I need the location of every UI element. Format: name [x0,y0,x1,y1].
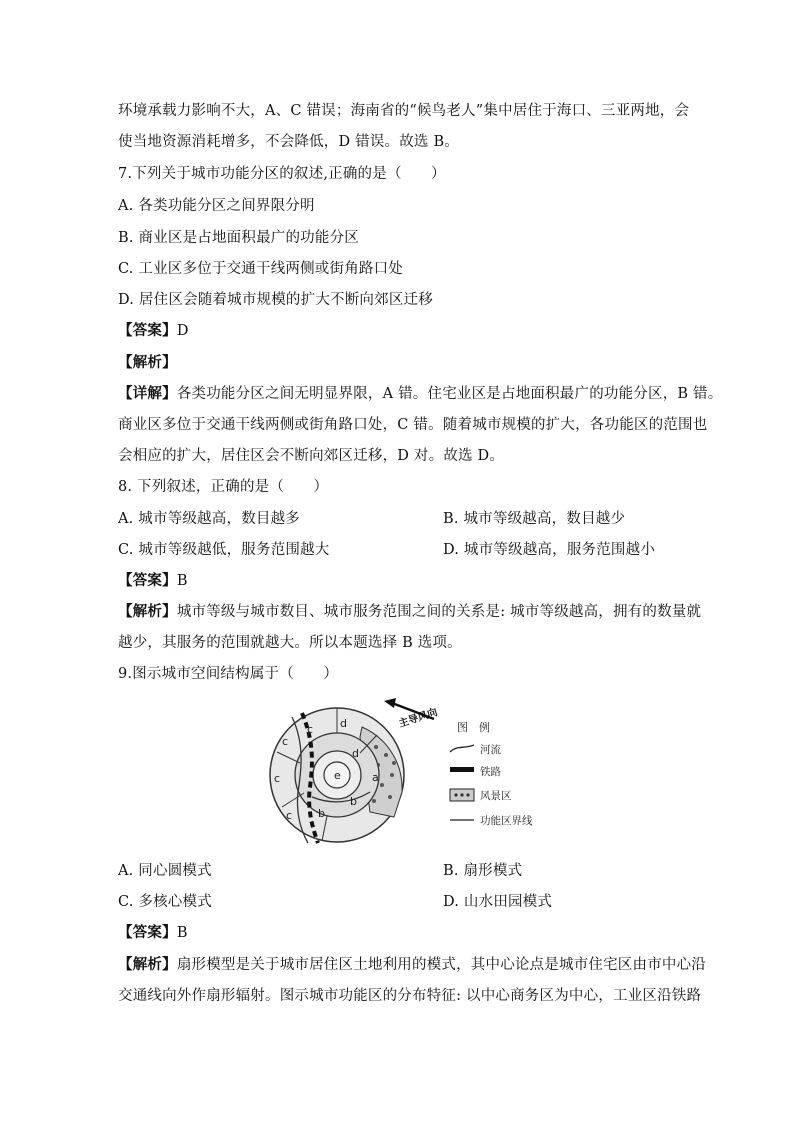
answer-value: D [176,323,189,339]
question-8-option-d: D. 城市等级越高，服务范围越小 [443,542,656,558]
question-7-answer [118,321,189,341]
question-8-option-b: B. 城市等级越高，数目越少 [443,511,626,527]
analysis-tag: 【解析】 [118,354,177,371]
detail-tag: 【详解】 [118,385,177,402]
question-7-option-d: D. 居住区会随着城市规模的扩大不断向郊区迁移 [118,292,433,308]
question-9-stem: 9.图示城市空间结构属于（ ） [118,666,339,682]
analysis-text: 扇形模型是关于城市居住区土地利用的模式，其中心论点是城市住宅区由市中心沿 [176,957,707,973]
question-7-option-c: C. 工业区多位于交通干线两侧或街角路口处 [118,261,403,277]
detail-text: 商业区多位于交通干线两侧或街角路口处，C 错。随着城市规模的扩大，各功能区的范围也 [118,417,708,433]
answer-value: B [176,573,188,589]
question-9-option-d: D. 山水田园模式 [443,894,553,910]
question-9-option-b: B. 扇形模式 [443,863,523,879]
zone-label: e [334,769,341,782]
analysis-tag: 【解析】 [118,603,177,620]
legend-boundary: 功能区界线 [480,815,533,827]
question-8-answer [118,571,188,591]
answer-value: B [176,925,188,941]
legend-title: 图 例 [457,721,490,734]
zone-label: c [274,772,281,785]
answer-tag: 【答案】 [118,924,177,941]
question-9-analysis [118,955,706,975]
analysis-text: 越少，其服务的范围就越大。所以本题选择 B 选项。 [118,635,462,651]
question-7-option-a: A. 各类功能分区之间界限分明 [118,198,315,214]
wind-label: 主导风向 [397,707,439,730]
question-7-analysis-tag [118,353,177,373]
zone-label: b [350,795,357,808]
analysis-text: 城市等级与城市数目、城市服务范围之间的关系是: 城市等级越高，拥有的数量就 [176,604,702,620]
zone-label: c [282,735,289,748]
question-8-option-a: A. 城市等级越高，数目越多 [118,511,300,527]
city-structure-figure [252,697,582,847]
legend-river: 河流 [480,744,501,756]
zone-label: c [307,723,314,736]
question-9-option-a: A. 同心圆模式 [118,863,212,879]
question-9-option-c: C. 多核心模式 [118,894,212,910]
legend-scenic: 风景区 [480,790,512,802]
detail-text: 各类功能分区之间无明显界限，A 错。住宅业区是占地面积最广的功能分区，B 错。 [176,386,723,402]
question-8-analysis [118,602,701,622]
legend-railway: 铁路 [480,766,501,778]
analysis-tag: 【解析】 [118,956,177,973]
analysis-text: 交通线向外作扇形辐射。图示城市功能区的分布特征: 以中心商务区为中心，工业区沿铁路 [118,988,702,1004]
zone-label: b [318,807,325,820]
zone-label: c [286,809,293,822]
zone-label: a [372,771,379,784]
question-7-stem: 7.下列关于城市功能分区的叙述,正确的是（ ） [118,166,446,182]
question-7-detail [118,384,722,404]
text-line: 使当地资源消耗增多，不会降低，D 错误。故选 B。 [118,134,459,150]
answer-tag: 【答案】 [118,322,177,339]
question-8-stem: 8. 下列叙述，正确的是（ ） [118,479,329,495]
answer-tag: 【答案】 [118,572,177,589]
text-line: 环境承载力影响不大，A、C 错误；海南省的“候鸟老人”集中居住于海口、三亚两地，会 [118,103,690,119]
zone-label: d [340,717,347,730]
question-9-answer [118,923,188,943]
zone-label: d [352,747,359,760]
question-8-option-c: C. 城市等级越低，服务范围越大 [118,542,330,558]
question-7-option-b: B. 商业区是占地面积最广的功能分区 [118,230,359,246]
detail-text: 会相应的扩大，居住区会不断向郊区迁移，D 对。故选 D。 [118,448,505,464]
